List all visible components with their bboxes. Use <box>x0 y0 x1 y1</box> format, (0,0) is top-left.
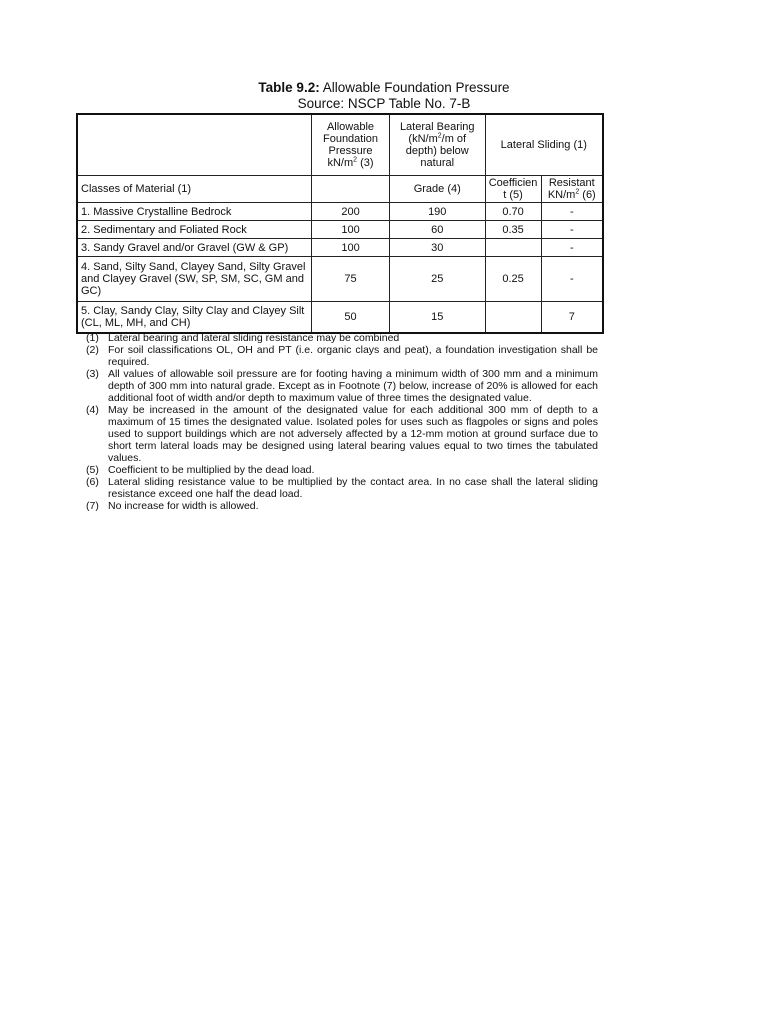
foundation-pressure-table <box>76 113 604 334</box>
material-cell: 4. Sand, Silty Sand, Clayey Sand, Silty Gravel and Clayey Gravel (SW, SP, SM, SC, GM and GC) <box>77 257 312 302</box>
table-source: Source: NSCP Table No. 7-B <box>297 96 471 111</box>
table-row <box>77 302 603 334</box>
header-grade: Grade (4) <box>389 176 485 203</box>
footnote-text: Lateral bearing and lateral sliding resistance may be combined <box>108 332 400 344</box>
lateral-bearing-cell: 25 <box>389 257 485 302</box>
footnote-item <box>86 332 598 344</box>
footnote-item <box>86 404 598 464</box>
header-lateral-sliding: Lateral Sliding (1) <box>485 114 603 176</box>
lateral-bearing-cell: 190 <box>389 203 485 221</box>
header-classes-of-material: Classes of Material (1) <box>77 176 312 203</box>
footnote-text: Lateral sliding resistance value to be multiplied by the contact area. In no case shall the lateral sliding resistance exceed one half the dead load. <box>108 476 598 500</box>
subheader-blank-cell <box>312 176 390 203</box>
footnote-text: Coefficient to be multiplied by the dead load. <box>108 464 315 476</box>
coefficient-cell <box>485 302 541 334</box>
allowable-cell: 75 <box>312 257 390 302</box>
table-row <box>77 239 603 257</box>
table-title <box>0 80 768 96</box>
table-title-number: Table 9.2: <box>258 80 320 95</box>
table-row <box>77 257 603 302</box>
allowable-cell: 200 <box>312 203 390 221</box>
lateral-bearing-cell: 60 <box>389 221 485 239</box>
table-title-text: Allowable Foundation Pressure <box>319 80 510 95</box>
footnote-number: (4) <box>86 404 99 416</box>
coefficient-cell: 0.25 <box>485 257 541 302</box>
header-allowable-pressure: Allowable Foundation Pressure $kN/m^2$ (3) <box>312 114 390 176</box>
footnote-number: (7) <box>86 500 99 512</box>
material-cell: 2. Sedimentary and Foliated Rock <box>77 221 312 239</box>
footnote-text: No increase for width is allowed. <box>108 500 259 512</box>
resistant-cell: - <box>541 257 603 302</box>
footnote-item <box>86 476 598 500</box>
table-subheader-row <box>77 176 603 203</box>
coefficient-cell <box>485 239 541 257</box>
footnote-number: (6) <box>86 476 99 488</box>
footnote-text: For soil classifications OL, OH and PT (i.e. organic clays and peat), a foundation investigation shall be required. <box>108 344 598 368</box>
footnote-item <box>86 500 598 512</box>
header-coefficient: Coefficien t (5) <box>485 176 541 203</box>
header-lateral-bearing: Lateral Bearing ($kN/m^2/m$ of depth) below natural <box>389 114 485 176</box>
footnote-item <box>86 368 598 404</box>
allowable-cell: 100 <box>312 221 390 239</box>
footnote-number: (3) <box>86 368 99 380</box>
lateral-bearing-cell: 15 <box>389 302 485 334</box>
footnote-number: (1) <box>86 332 99 344</box>
footnotes <box>86 332 598 512</box>
footnote-item <box>86 464 598 476</box>
footnote-text: May be increased in the amount of the designated value for each additional 300 mm of depth to a maximum of 15 times the designated value. Isolated poles for uses such as flagpoles or signs and poles used to support buildings which are not adversely affected by a 12-mm motion at ground surface due to short term lateral loads may be designed using lateral bearing values equal to two times the tabulated values. <box>108 404 598 464</box>
coefficient-cell: 0.35 <box>485 221 541 239</box>
footnote-text: All values of allowable soil pressure are for footing having a minimum width of 300 mm and a minimum depth of 300 mm into natural grade. Except as in Footnote (7) below, increase of 20% is allowed for each additional foot of width and/or depth to maximum value of three times the designated value. <box>108 368 598 404</box>
table-row <box>77 221 603 239</box>
table-header-row <box>77 114 603 176</box>
allowable-cell: 50 <box>312 302 390 334</box>
table-row <box>77 203 603 221</box>
header-resistant: Resistant $KN/m^2$ (6) <box>541 176 603 203</box>
resistant-cell: - <box>541 203 603 221</box>
resistant-cell: - <box>541 221 603 239</box>
coefficient-cell: 0.70 <box>485 203 541 221</box>
footnote-number: (5) <box>86 464 99 476</box>
resistant-cell: 7 <box>541 302 603 334</box>
lateral-bearing-cell: 30 <box>389 239 485 257</box>
footnote-item <box>86 344 598 368</box>
footnote-number: (2) <box>86 344 99 356</box>
material-cell: 3. Sandy Gravel and/or Gravel (GW & GP) <box>77 239 312 257</box>
material-cell: 5. Clay, Sandy Clay, Silty Clay and Clayey Silt (CL, ML, MH, and CH) <box>77 302 312 334</box>
allowable-cell: 100 <box>312 239 390 257</box>
resistant-cell: - <box>541 239 603 257</box>
header-blank-cell <box>77 114 312 176</box>
material-cell: 1. Massive Crystalline Bedrock <box>77 203 312 221</box>
